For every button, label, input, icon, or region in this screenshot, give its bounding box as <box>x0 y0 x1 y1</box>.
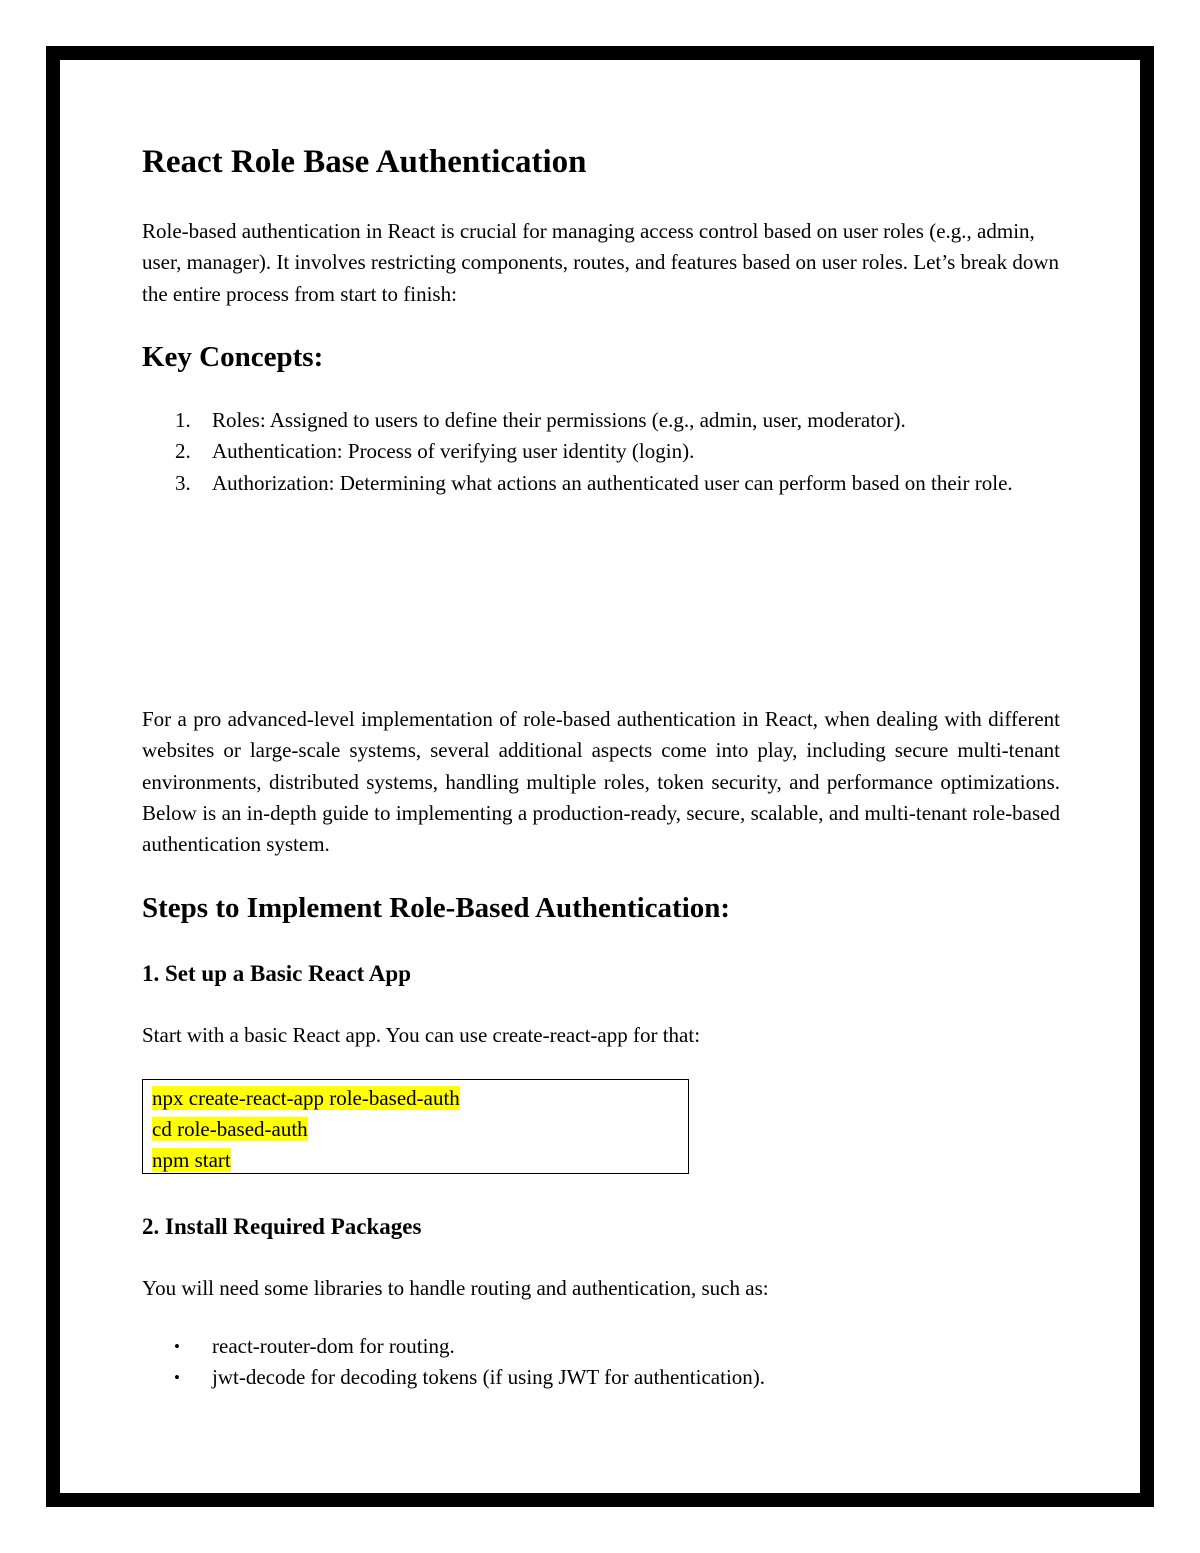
key-concepts-list <box>142 405 1042 499</box>
list-item <box>142 468 1042 499</box>
list-number: 1. <box>175 408 191 432</box>
code-line-text: cd role-based-auth <box>152 1117 308 1141</box>
step1-text: Start with a basic React app. You can use create-react-app for that: <box>142 1023 701 1047</box>
list-item-text: jwt-decode for decoding tokens (if using JWT for authentication). <box>212 1365 766 1390</box>
bullet-icon: • <box>174 1368 180 1388</box>
list-item-text: Roles: Assigned to users to define their permissions (e.g., admin, user, moderator). <box>212 408 906 432</box>
list-number: 2. <box>175 439 191 464</box>
document-title: React Role Base Authentication <box>142 144 587 180</box>
key-concepts-heading: Key Concepts: <box>142 341 324 373</box>
list-item <box>142 1331 1042 1362</box>
bullet-icon: • <box>174 1337 180 1356</box>
code-line <box>152 1145 688 1176</box>
packages-list <box>142 1331 1042 1394</box>
step2-heading: 2. Install Required Packages <box>142 1214 422 1239</box>
intro-paragraph: Role-based authentication in React is crucial for managing access control based on user roles (e.g., admin, user, manager). It involves restricting components, routes, and features based on user roles. Let’s break down the entire process from start to finish: <box>142 219 1060 306</box>
code-line-text: npx create-react-app role-based-auth <box>152 1086 460 1110</box>
list-item-text: Authentication: Process of verifying user identity (login). <box>212 439 695 464</box>
code-block <box>142 1079 689 1174</box>
code-line <box>152 1083 688 1114</box>
list-number: 3. <box>175 470 191 495</box>
advanced-paragraph: For a pro advanced-level implementation of role-based authentication in React, when dealing with different websites or large-scale systems, several additional aspects come into play, including secure multi-tenant environments, distributed systems, handling multiple roles, token security, and performance optimizations. Below is an in-depth guide to implementing a production-ready, secure, scalable, and multi-tenant role-based authentication system. <box>142 707 1060 857</box>
list-item-text: react-router-dom for routing. <box>212 1334 455 1358</box>
list-item <box>142 1362 1042 1393</box>
list-item <box>142 436 1042 467</box>
step1-heading: 1. Set up a Basic React App <box>142 961 411 986</box>
steps-heading: Steps to Implement Role-Based Authentication: <box>142 892 731 924</box>
code-line <box>152 1114 688 1145</box>
step2-text: You will need some libraries to handle routing and authentication, such as: <box>142 1276 769 1300</box>
list-item <box>142 405 1042 436</box>
list-item-text: Authorization: Determining what actions an authenticated user can perform based on their role. <box>212 470 1013 495</box>
code-line-text: npm start <box>152 1148 231 1172</box>
